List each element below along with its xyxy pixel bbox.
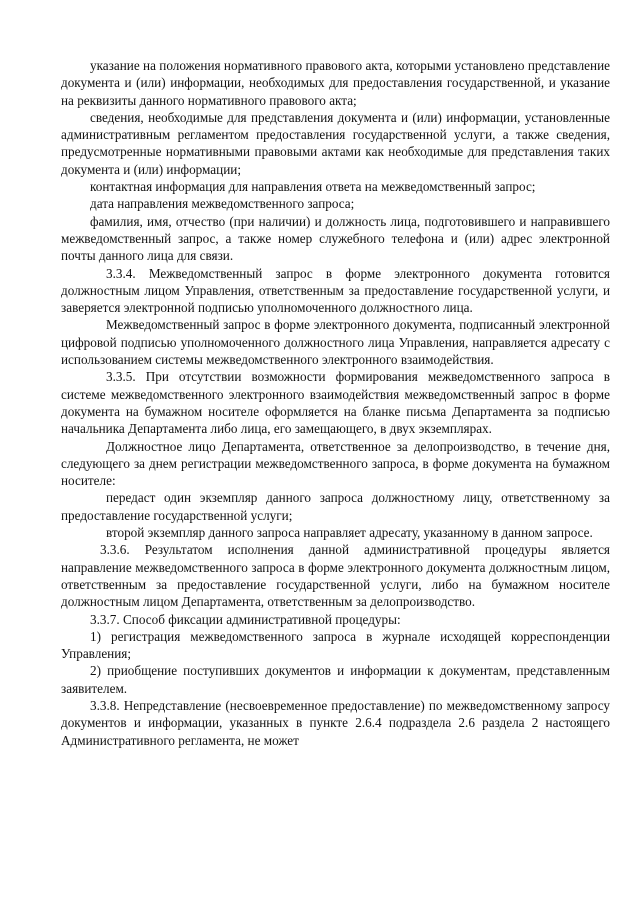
paragraph-item-2: 2) приобщение поступивших документов и информации к документам, представленным заявителем. [61,663,610,696]
paragraph-request-date: дата направления межведомственного запроса; [90,196,355,212]
paragraph-3-3-6: 3.3.6. Результатом исполнения данной административной процедуры является направление межведомственного запроса в форме электронного документа должностным лицом, ответственным за предоставление государственной услуги, либо на бумажном носителе должностным лицом Департамента, ответственным за делопроизводство. [61,542,610,610]
paragraph-first-copy: передаст один экземпляр данного запроса должностному лицу, ответственному за предоставление государственной услуги; [61,490,610,523]
paragraph-3-3-8: 3.3.8. Непредставление (несвоевременное предоставление) по межведомственному запросу документов и информации, указанных в пункте 2.6.4 подраздела 2.6 раздела 2 настоящего Административного регламента, не может [61,697,610,748]
paragraph-records-officer: Должностное лицо Департамента, ответственное за делопроизводство, в течение дня, следующего за днем регистрации межведомственного запроса, в форме документа на бумажном носителе: [61,438,610,489]
paragraph-item-1: 1) регистрация межведомственного запроса в журнале исходящей корреспонденции Управления; [61,628,610,662]
paragraph-contact-info: контактная информация для направления ответа на межведомственный запрос; [90,179,536,195]
paragraph-legal-act-reference: указание на положения нормативного правового акта, которыми установлено представление документа и (или) информации, необходимых для предоставления государственной, и указание на реквизиты данного нормативного правового акта; [61,58,610,108]
paragraph-3-3-4: 3.3.4. Межведомственный запрос в форме электронного документа готовится должностным лицом Управления, ответственным за предоставление государственной услуги, и заверяется электронной подписью уполномоченного должностного лица. [61,265,610,316]
paragraph-required-info: сведения, необходимые для представления документа и (или) информации, установленные административным регламентом предоставления государственной услуги, а также сведения, предусмотренные нормативными правовыми актами как необходимые для представления таких документа и (или) информации; [61,109,610,177]
paragraph-second-copy: второй экземпляр данного запроса направляет адресату, указанному в данном запросе. [106,525,593,541]
paragraph-electronic-request: Межведомственный запрос в форме электронного документа, подписанный электронной цифровой подписью уполномоченного должностного лица Управления, направляется адресату с использованием системы межведомственного электронного взаимодействия. [61,317,610,368]
paragraph-3-3-5: 3.3.5. При отсутствии возможности формирования межведомственного запроса в системе межведомственного электронного взаимодействия межведомственный запрос в форме документа на бумажном носителе оформляется на бланке письма Департамента за подписью начальника Департамента либо лица, его замещающего, в двух экземплярах. [61,369,610,437]
paragraph-sender-details: фамилия, имя, отчество (при наличии) и должность лица, подготовившего и направившего межведомственный запрос, а также номер служебного телефона и (или) адрес электронной почты данного лица для связи. [61,213,610,264]
paragraph-3-3-7: 3.3.7. Способ фиксации административной процедуры: [90,611,401,627]
